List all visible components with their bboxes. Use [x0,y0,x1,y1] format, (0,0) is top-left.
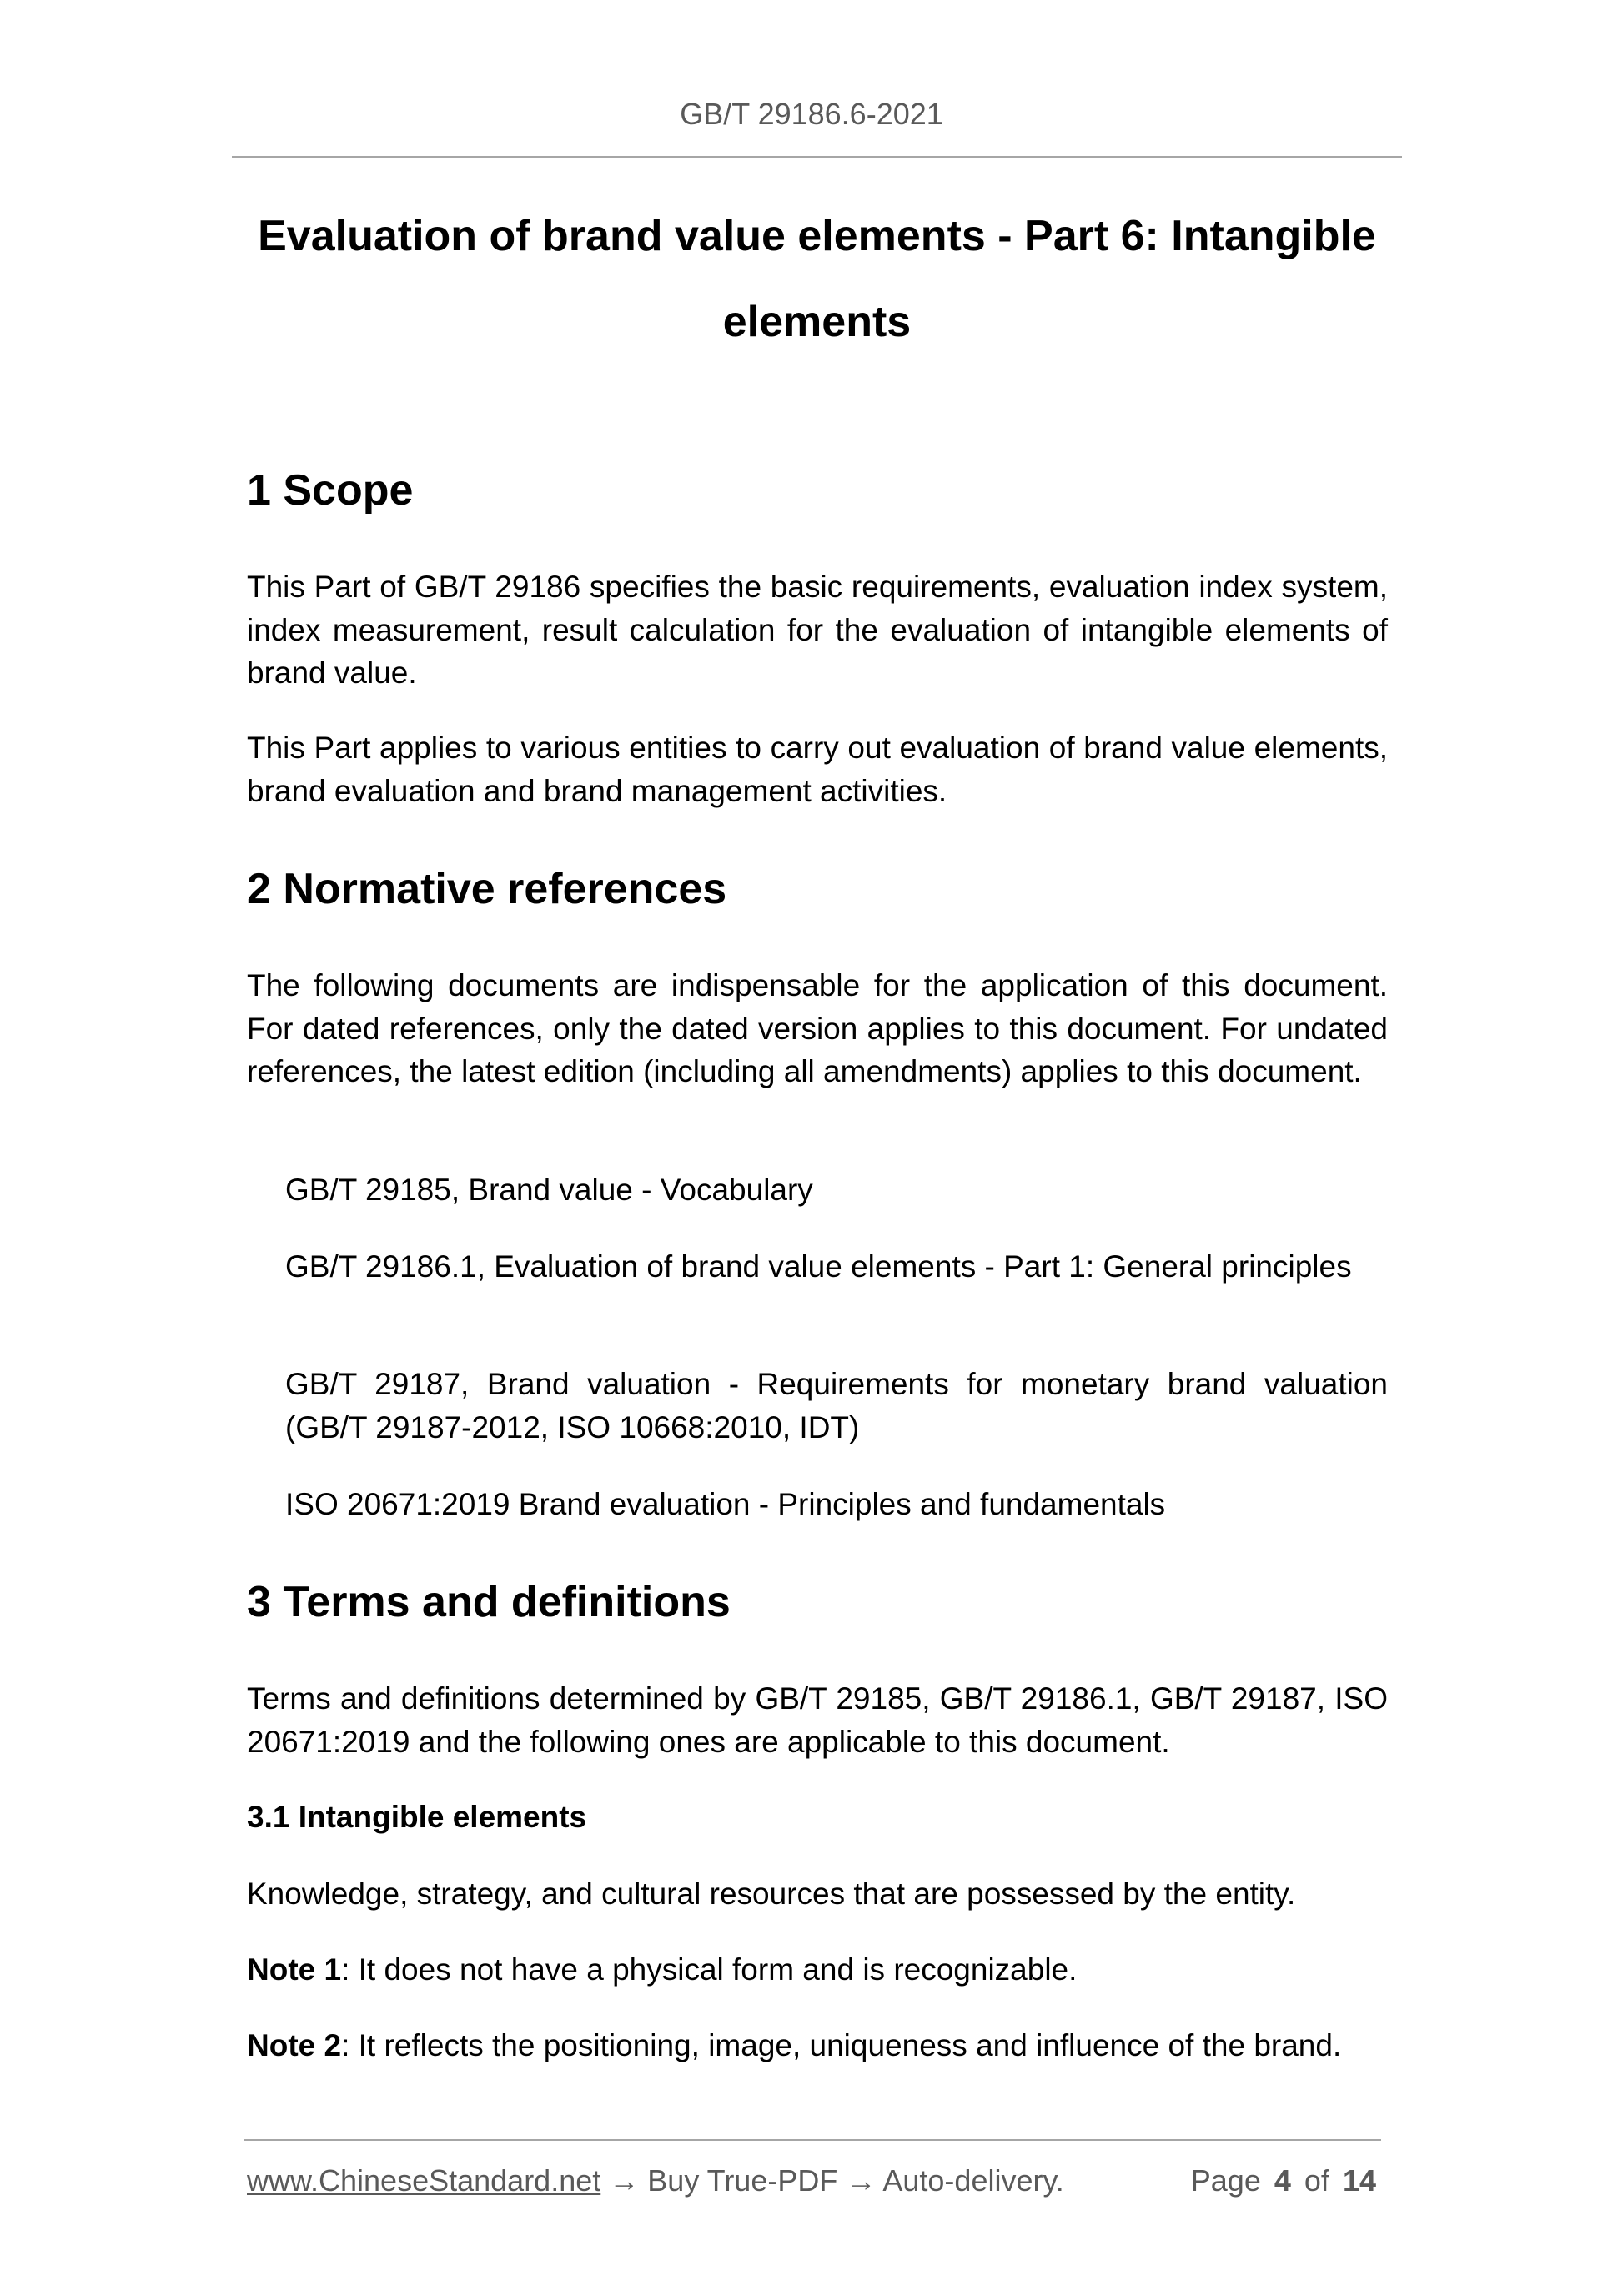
note-1 [247,1948,1388,1992]
note-text: : It reflects the positioning, image, uniqueness and influence of the brand. [341,2028,1342,2062]
total-pages: 14 [1342,2163,1376,2198]
of-label: of [1304,2163,1329,2198]
title-line-1: Evaluation of brand value elements - Part 6: Intangible [258,212,1376,260]
section-heading-terms: 3 Terms and definitions [247,1578,731,1626]
scope-paragraph-1: This Part of GB/T 29186 specifies the basic requirements, evaluation index system, index measurement, result calculation for the evaluation of intangible elements of brand value. [247,570,1388,690]
reference-item: GB/T 29187, Brand valuation - Requirements for monetary brand valuation (GB/T 29187-2012, ISO 10668:2010, IDT) [285,1367,1388,1444]
term-subheading: 3.1 Intangible elements [247,1800,587,1834]
scope-paragraph-2: This Part applies to various entities to carry out evaluation of brand value elements, brand evaluation and brand management activities. [247,731,1388,808]
header-divider [232,156,1402,158]
reference-item: ISO 20671:2019 Brand evaluation - Principles and fundamentals [285,1487,1166,1521]
document-code-header: GB/T 29186.6-2021 [680,97,943,131]
page-number [1191,2163,1376,2198]
reference-item: GB/T 29185, Brand value - Vocabulary [285,1173,813,1207]
current-page: 4 [1274,2163,1291,2198]
normative-paragraph: The following documents are indispensable for the application of this document. For dated references, only the dated version applies to this document. For undated references, the latest edition (including all amendments) applies to this document. [247,968,1388,1088]
term-definition: Knowledge, strategy, and cultural resources that are possessed by the entity. [247,1876,1296,1911]
reference-item: GB/T 29186.1, Evaluation of brand value elements - Part 1: General principles [285,1249,1352,1284]
website-link[interactable]: www.ChineseStandard.net [247,2163,601,2198]
footer-promo [247,2163,1064,2198]
title-line-2: elements [722,298,912,346]
page-label: Page [1190,2163,1261,2198]
page-title [232,193,1402,365]
note-text: : It does not have a physical form and is recognizable. [341,1952,1078,1987]
note-2 [247,2024,1388,2067]
section-heading-normative: 2 Normative references [247,865,727,913]
arrow-right-icon: → [609,2163,640,2198]
delivery-text: Auto-delivery. [882,2163,1064,2198]
note-label: Note 2 [247,2028,342,2062]
footer-divider [244,2139,1381,2141]
note-label: Note 1 [247,1952,342,1987]
section-heading-scope: 1 Scope [247,466,414,515]
terms-paragraph: Terms and definitions determined by GB/T 29185, GB/T 29186.1, GB/T 29187, ISO 20671:2019 and the following ones are applicable to this document. [247,1681,1388,1759]
arrow-right-icon: → [846,2163,877,2198]
buy-text: Buy True-PDF [647,2163,838,2198]
